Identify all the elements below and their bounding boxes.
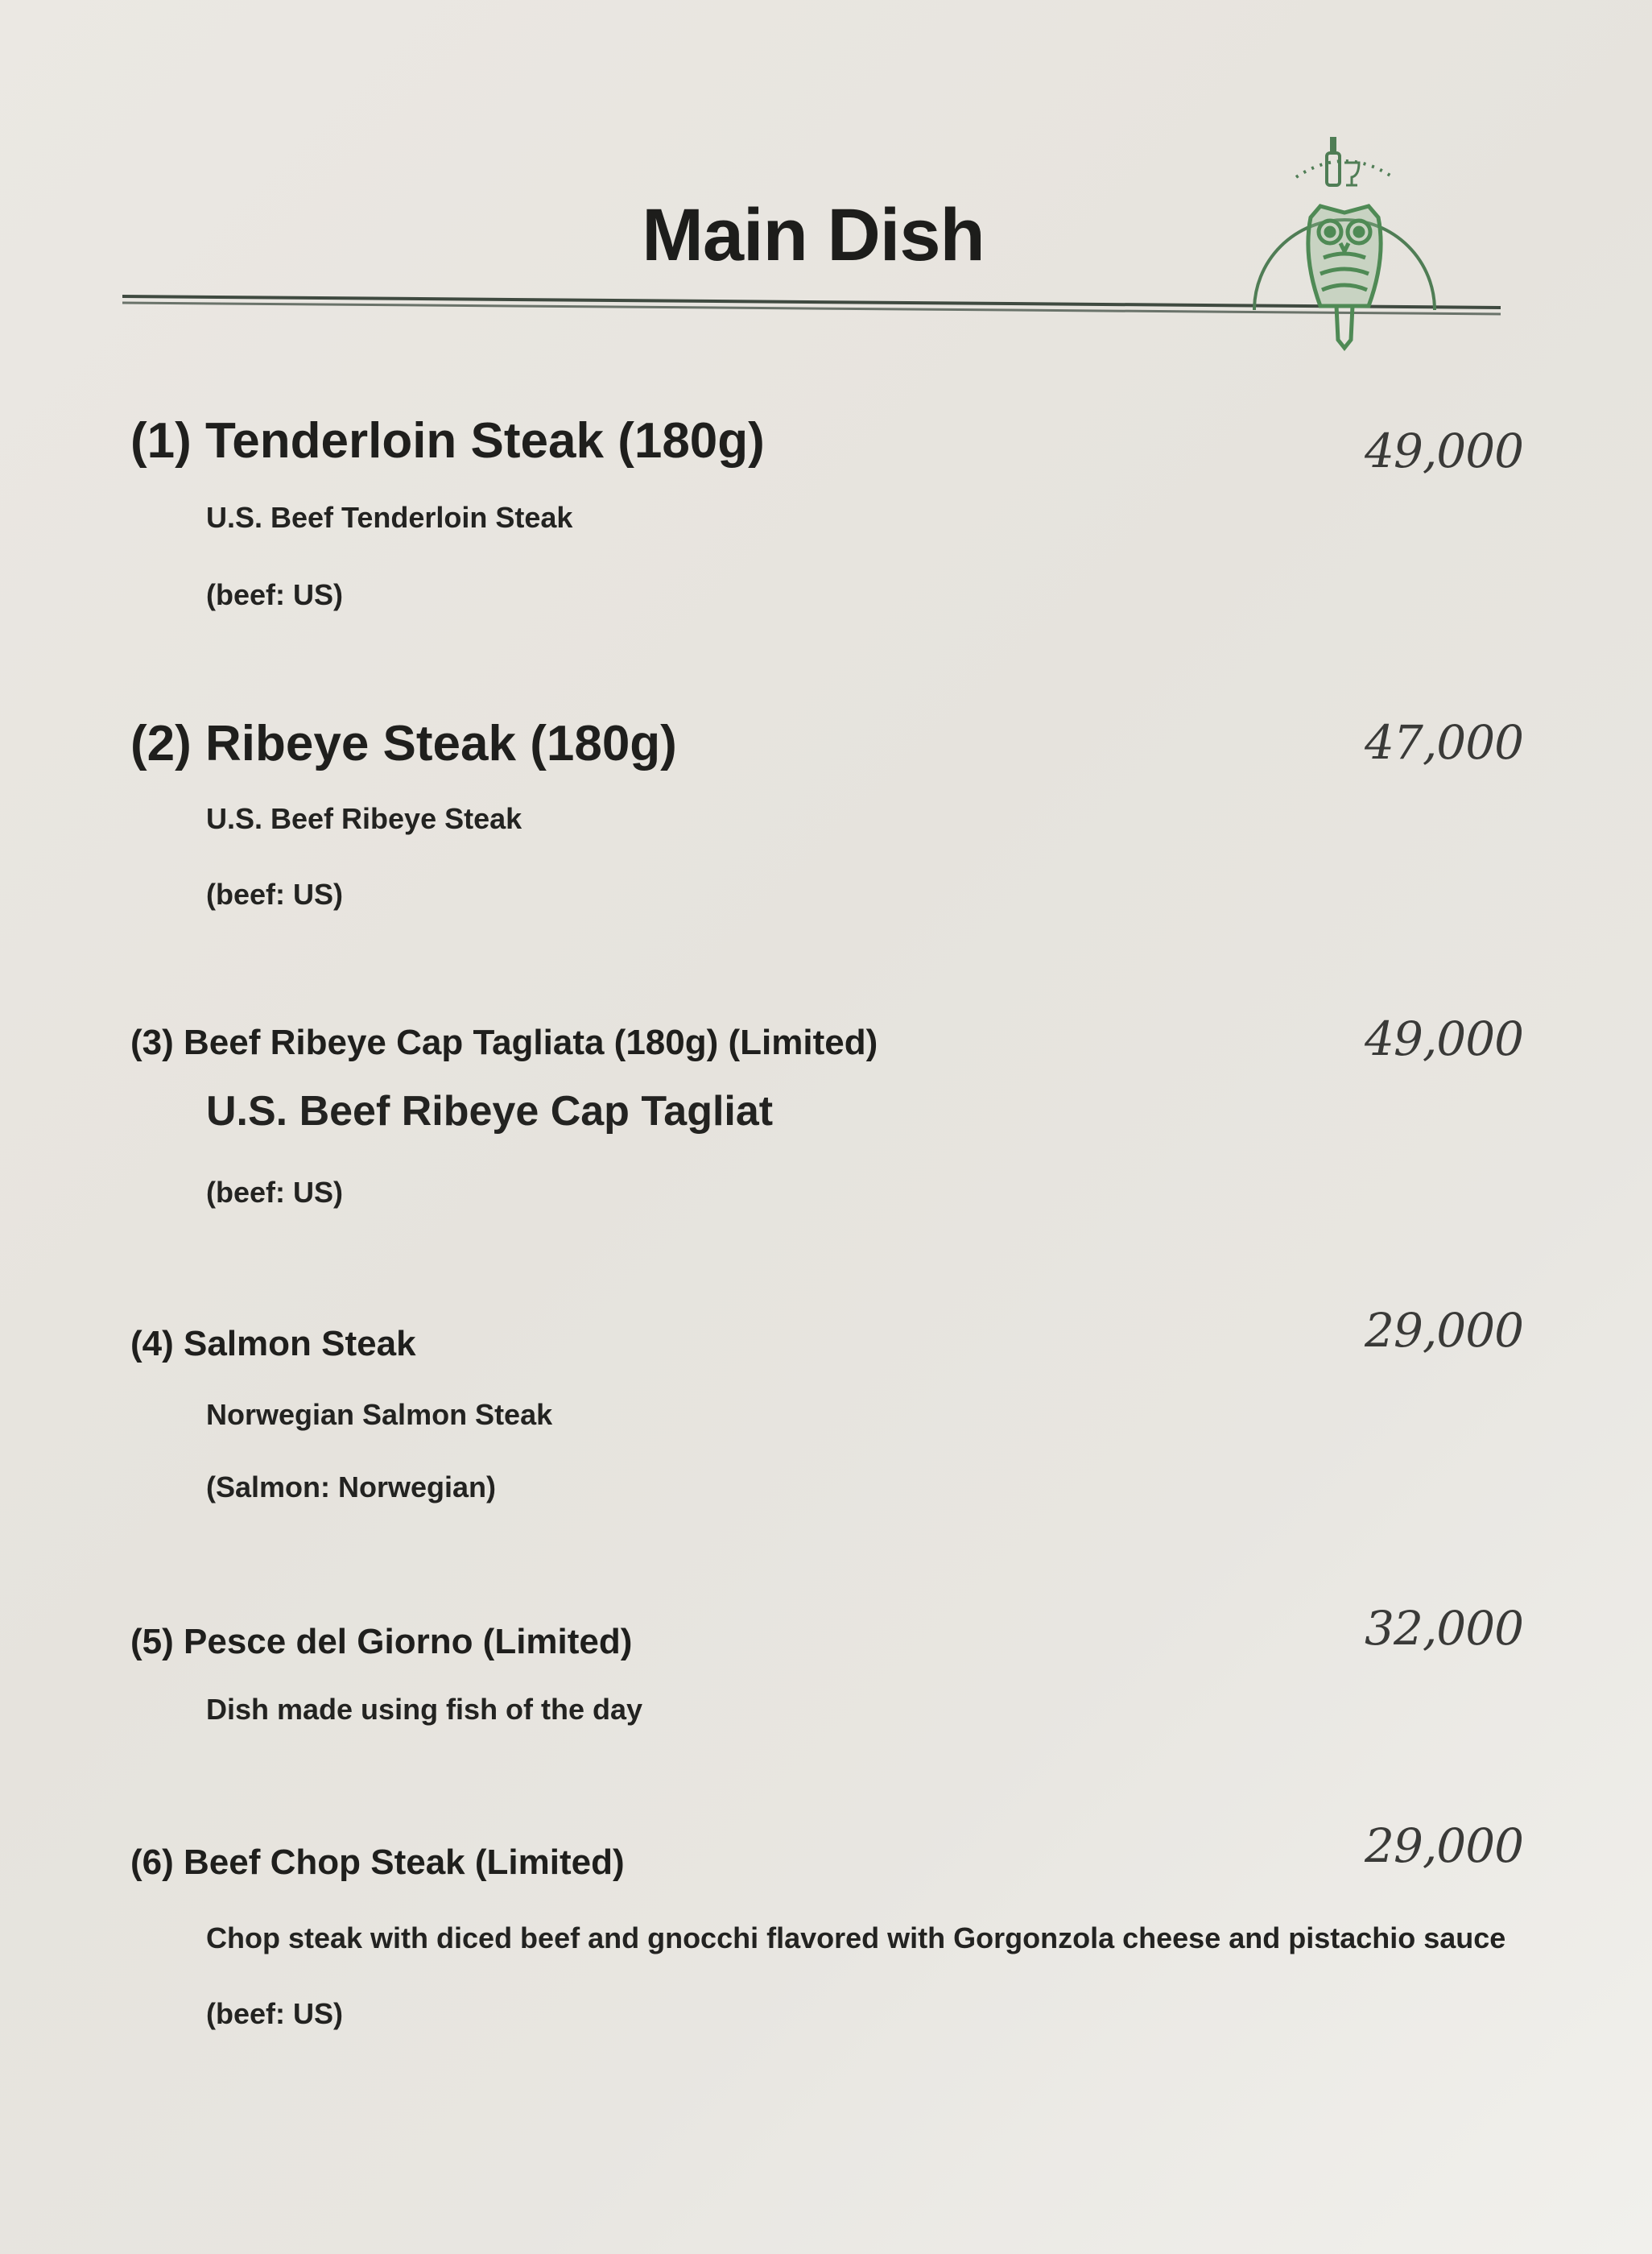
item-price: 29,000 [1365, 1303, 1523, 1358]
item-price: 49,000 [1365, 424, 1523, 478]
item-name: (1) Tenderloin Steak (180g) [130, 413, 765, 469]
item-description: U.S. Beef Tenderloin Steak [206, 501, 573, 534]
item-price: 32,000 [1365, 1601, 1523, 1656]
item-name: (3) Beef Ribeye Cap Tagliata (180g) (Limited) [130, 1023, 878, 1062]
item-origin: (beef: US) [206, 578, 343, 611]
item-description: Norwegian Salmon Steak [206, 1398, 553, 1431]
item-name: (2) Ribeye Steak (180g) [130, 716, 677, 771]
item-origin: (beef: US) [206, 1997, 343, 2030]
page-title: Main Dish [642, 194, 985, 276]
item-description: U.S. Beef Ribeye Cap Tagliat [206, 1088, 774, 1135]
item-origin: (beef: US) [206, 878, 343, 911]
item-description: Chop steak with diced beef and gnocchi flavored with Gorgonzola cheese and pistachio sauce [206, 1921, 1506, 1954]
item-origin: (Salmon: Norwegian) [206, 1470, 497, 1503]
item-origin: (beef: US) [206, 1176, 343, 1209]
menu-item [130, 1303, 1523, 1503]
item-price: 49,000 [1365, 1011, 1523, 1066]
owl-logo-icon [1240, 129, 1449, 354]
item-name: (4) Salmon Steak [130, 1324, 416, 1363]
menu-item [130, 1011, 1523, 1209]
item-price: 29,000 [1365, 1818, 1523, 1873]
item-price: 47,000 [1365, 715, 1523, 770]
item-description: Dish made using fish of the day [206, 1693, 643, 1726]
menu-item [130, 412, 1523, 611]
menu-item [130, 715, 1523, 911]
item-name: (5) Pesce del Giorno (Limited) [130, 1622, 633, 1661]
menu-item [130, 1818, 1523, 2030]
item-name: (6) Beef Chop Steak (Limited) [130, 1842, 625, 1882]
menu-item [130, 1601, 1523, 1726]
item-description: U.S. Beef Ribeye Steak [206, 802, 522, 835]
